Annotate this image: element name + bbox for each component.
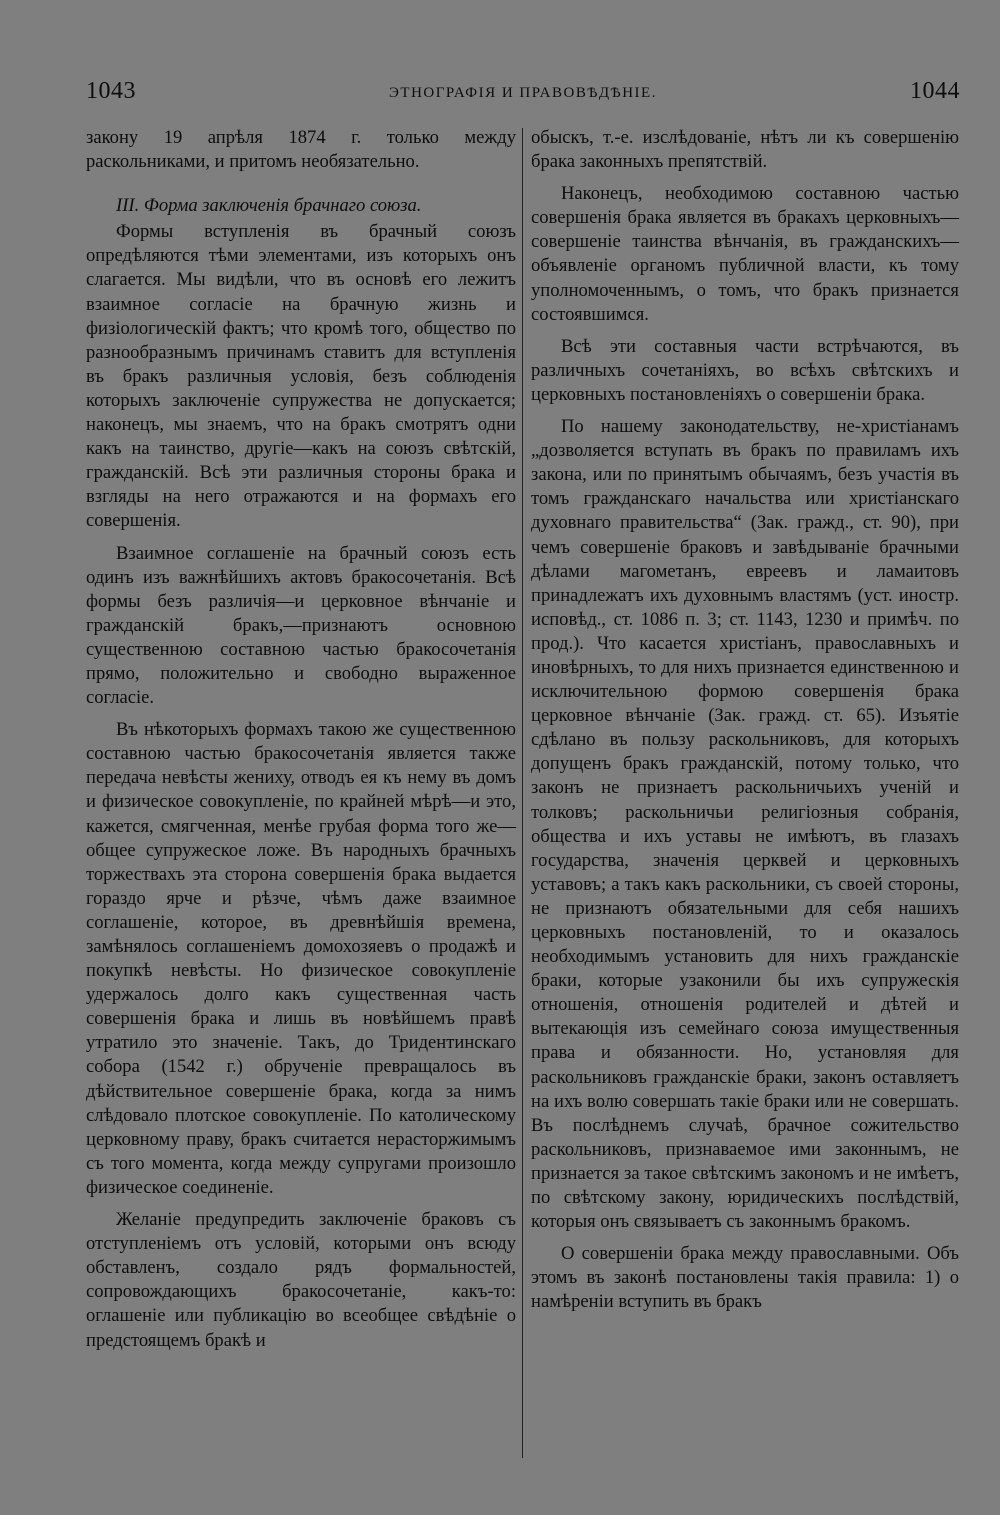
paragraph: Формы вступленія въ брачный союзъ опредѣляются тѣми элементами, изъ которыхъ онъ слагается. Мы видѣли, что въ основѣ его лежитъ взаимное согласіе на брачную жизнь и физіологическій фактъ; что кромѣ того, общество по разнообразнымъ причинамъ ставитъ для вступленія въ бракъ различныя условія, безъ соблюденія которыхъ заключеніе супружества не допускается; наконецъ, мы знаемъ, что на бракъ смотрятъ одни какъ на таинство, другіе—какъ на союзъ свѣтскій, гражданскій. Всѣ эти различныя стороны брака и взгляды на него отражаются и на формахъ его совершенія. (86, 221, 516, 532)
paragraph: О совершеніи брака между православными. Объ этомъ въ законѣ постановлены такія правила: 1) о намѣреніи вступить въ бракъ (531, 1243, 959, 1313)
paragraph: По нашему законодательству, не-христіанамъ „дозволяется вступать въ бракъ по правиламъ ихъ закона, или по принятымъ обычаямъ, безъ участія въ томъ гражданскаго начальства или христіанскаго духовнаго правительства“ (Зак. гражд., ст. 90), при чемъ совершеніе браковъ и завѣдываніе брачными дѣлами магометанъ, евреевъ и ламаитовъ принадлежатъ ихъ духовнымъ властямъ (уст. иностр. исповѣд., ст. 1086 п. 3; ст. 1143, 1230 и примѣч. по прод.). Что касается христіанъ, православныхъ и иновѣрныхъ, то для нихъ признается единственною и исключительною формою совершенія брака церковное вѣнчаніе (Зак. гражд. ст. 65). Изъятіе сдѣлано въ пользу раскольниковъ, для которыхъ допущенъ бракъ гражданскій, потому только, что законъ не признаетъ раскольничьихъ ученій и толковъ; раскольничьи религіозныя собранія, общества и ихъ уставы не имѣютъ, въ глазахъ государства, значенія церквей и церковныхъ уставовъ; а такъ какъ раскольники, съ своей стороны, не признаютъ обязательными для себя нашихъ церковныхъ постановленій, то и оказалось необходимымъ установить для нихъ гражданскіе браки, которые узаконили бы ихъ супружескія отношенія, отношенія родителей и дѣтей и вытекающія изъ семейнаго союза имущественныя права и обязанности. Но, установляя для раскольниковъ гражданскіе браки, законъ оставляетъ на ихъ волю совершать такіе браки или не совершать. Въ послѣднемъ случаѣ, брачное сожительство раскольниковъ, признаваемое ими законнымъ, не признается за такое свѣтскимъ закономъ и не имѣетъ, по свѣтскому закону, юридическихъ послѣдствій, которыя онъ связываетъ съ законнымъ бракомъ. (531, 416, 959, 1233)
paragraph: Желаніе предупредить заключеніе браковъ съ отступленіемъ отъ условій, которыми онъ всюду обставленъ, создало рядъ формальностей, сопровождающихъ бракосочетаніе, какъ-то: оглашеніе или публикацію во всеобщее свѣдѣніе о предстоящемъ бракѣ и (86, 1209, 516, 1351)
right-column (531, 126, 959, 1315)
paragraph: Всѣ эти составныя части встрѣчаются, въ различныхъ сочетаніяхъ, во всѣхъ свѣтскихъ и церковныхъ постановленіяхъ о совершеніи брака. (531, 335, 959, 405)
column-divider (522, 128, 523, 1458)
page-number-left: 1043 (86, 78, 136, 104)
running-title: ЭТНОГРАФІЯ И ПРАВОВѢДѢНІЕ. (389, 85, 657, 101)
page-header (86, 78, 960, 108)
left-column (86, 126, 516, 1353)
page-number-right: 1044 (910, 78, 960, 104)
paragraph: Наконецъ, необходимою составною частью совершенія брака является въ бракахъ церковныхъ—совершеніе таинства вѣнчанія, въ гражданскихъ—объявленіе органомъ публичной власти, къ тому уполномоченнымъ, о томъ, что бракъ признается состоявшимся. (531, 183, 959, 325)
paragraph: Взаимное соглашеніе на брачный союзъ есть одинъ изъ важнѣйшихъ актовъ бракосочетанія. Всѣ формы безъ различія—и церковное вѣнчаніе и гражданскій бракъ,—признаютъ основною существенною составною частью бракосочетанія прямо, положительно и свободно выраженное согласіе. (86, 542, 516, 709)
paragraph: закону 19 апрѣля 1874 г. только между раскольниками, и притомъ необязательно. (86, 127, 516, 173)
paragraph: Въ нѣкоторыхъ формахъ такою же существенною составною частью бракосочетанія является также передача невѣсты жениху, отводъ ея къ нему въ домъ и физическое совокупленіе, по крайней мѣрѣ—и это, кажется, смягченная, менѣе грубая форма того же—общее супружеское ложе. Въ народныхъ брачныхъ торжествахъ эта сторона совершенія брака выдается гораздо ярче и рѣзче, чѣмъ даже взаимное соглашеніе, которое, въ древнѣйшія времена, замѣнялось соглашеніемъ домохозяевъ о продажѣ и покупкѣ невѣсты. Но физическое совокупленіе удержалось долго какъ существенная часть совершенія брака и лишь въ новѣйшемъ правѣ утратило это значеніе. Такъ, до Тридентинскаго собора (1542 г.) обрученіе превращалось въ дѣйствительное совершеніе брака, когда за нимъ слѣдовало плотское совокупленіе. По католическому церковному праву, бракъ считается нерасторжимымъ съ того момента, когда между супругами произошло физическое соединеніе. (86, 719, 516, 1198)
paragraph: обыскъ, т.-е. изслѣдованіе, нѣтъ ли къ совершенію брака законныхъ препятствій. (531, 127, 959, 173)
section-heading: III. Форма заключенія брачнаго союза. (116, 195, 422, 217)
